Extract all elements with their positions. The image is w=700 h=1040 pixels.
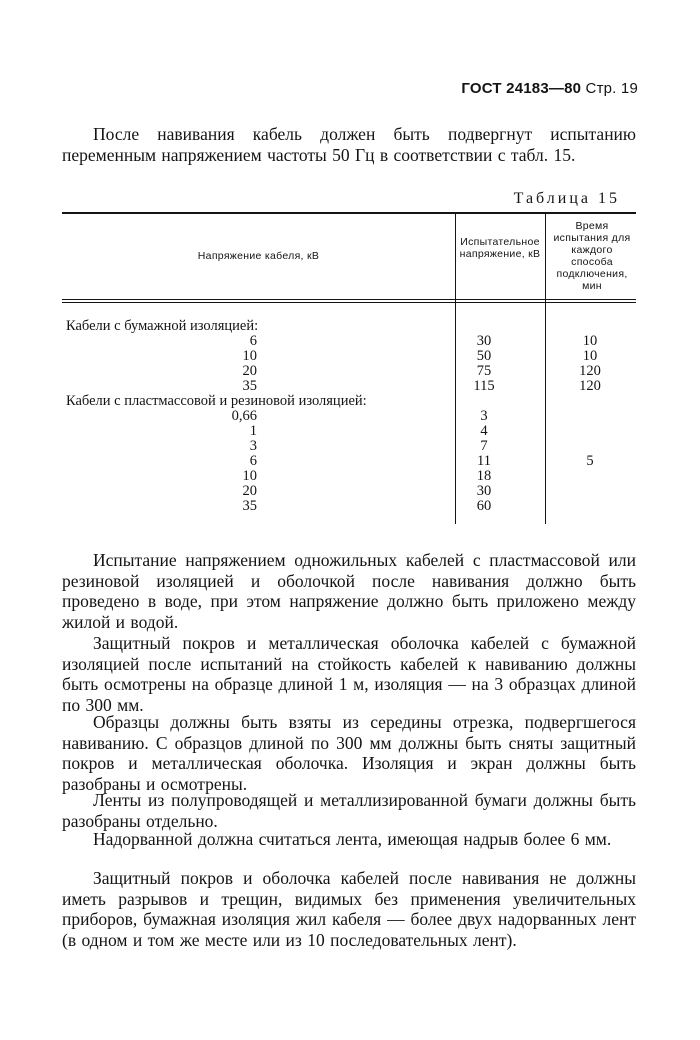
page-header: [461, 80, 638, 97]
row-test-voltage: 75: [476, 363, 492, 379]
page-number: Стр. 19: [585, 80, 638, 97]
row-voltage: 35: [242, 378, 257, 394]
row-voltage: 10: [242, 348, 257, 364]
row-voltage: 6: [249, 333, 257, 349]
header-rule-1: [62, 299, 636, 300]
row-voltage: 20: [242, 483, 257, 499]
group-title-plastic-rubber: Кабели с пластмассовой и резиновой изоляцией:: [66, 393, 367, 409]
row-test-time: 5: [586, 453, 594, 469]
row-test-time: 10: [582, 348, 598, 364]
row-test-time: 10: [582, 333, 598, 349]
header-rule-2: [62, 302, 636, 303]
header-test-time: Время испытания для каждого способа подключения, мин: [553, 220, 631, 292]
row-test-time: 120: [579, 363, 601, 379]
row-test-voltage: 7: [480, 438, 488, 454]
body-paragraph-torn-tape: Надорванной должна считаться лента, имеющая надрыв более 6 мм.: [93, 829, 612, 849]
voltage-test-table: [62, 212, 636, 524]
intro-paragraph: После навивания кабель должен быть подвергнут испытанию переменным напряжением частоты 50 Гц в соответствии с табл. 15.: [62, 124, 636, 165]
row-test-time: 120: [579, 378, 601, 394]
row-test-voltage: 60: [476, 498, 492, 514]
body-paragraph-samples: Образцы должны быть взяты из середины отрезка, подвергшегося навиванию. С образцов длиной по 300 мм должны быть сняты защитный покров и металлическая оболочка. Изоляция и экран должны быть разобраны и осмотрены.: [62, 712, 636, 794]
header-cable-voltage: Напряжение кабеля, кВ: [197, 250, 320, 262]
row-voltage: 10: [242, 468, 257, 484]
table-top-rule: [62, 212, 636, 214]
row-voltage: 0,66: [231, 408, 257, 424]
standard-number: ГОСТ 24183—80: [461, 80, 582, 97]
row-voltage: 6: [249, 453, 257, 469]
row-test-voltage: 11: [477, 453, 491, 469]
row-voltage: 1: [249, 423, 257, 439]
row-test-voltage: 4: [480, 423, 488, 439]
row-test-voltage: 3: [480, 408, 488, 424]
row-voltage: 20: [242, 363, 257, 379]
row-test-voltage: 30: [476, 483, 492, 499]
row-voltage: 35: [242, 498, 257, 514]
body-paragraph-water-test: Испытание напряжением одножильных кабелей с пластмассовой или резиновой изоляцией и оболочкой после навивания должно быть проведено в воде, при этом напряжение должно быть приложено между жилой и водой.: [62, 550, 636, 632]
row-test-voltage: 18: [476, 468, 492, 484]
body-paragraph-tapes: Ленты из полупроводящей и металлизированной бумаги должны быть разобраны отдельно.: [62, 790, 636, 831]
row-test-voltage: 50: [476, 348, 492, 364]
row-test-voltage: 30: [476, 333, 492, 349]
column-divider-1: [455, 212, 456, 524]
header-test-voltage: Испытательное напряжение, кВ: [459, 236, 541, 260]
group-title-paper: Кабели с бумажной изоляцией:: [66, 318, 259, 334]
row-test-voltage: 115: [473, 378, 495, 394]
row-voltage: 3: [249, 438, 257, 454]
table-caption: Таблица 15: [513, 190, 620, 207]
body-paragraph-inspection: Защитный покров и металлическая оболочка кабелей с бумажной изоляцией после испытаний на стойкость кабелей к навиванию должны быть осмотрены на образце длиной 1 м, изоляция — на 3 образцах длиной по 300 мм.: [62, 633, 636, 715]
body-paragraph-requirements: Защитный покров и оболочка кабелей после навивания не должны иметь разрывов и трещин, видимых без применения увеличительных приборов, бумажная изоляция жил кабеля — более двух надорванных лент (в одном и том же месте или из 10 последовательных лент).: [62, 868, 636, 950]
column-divider-2: [545, 212, 546, 524]
